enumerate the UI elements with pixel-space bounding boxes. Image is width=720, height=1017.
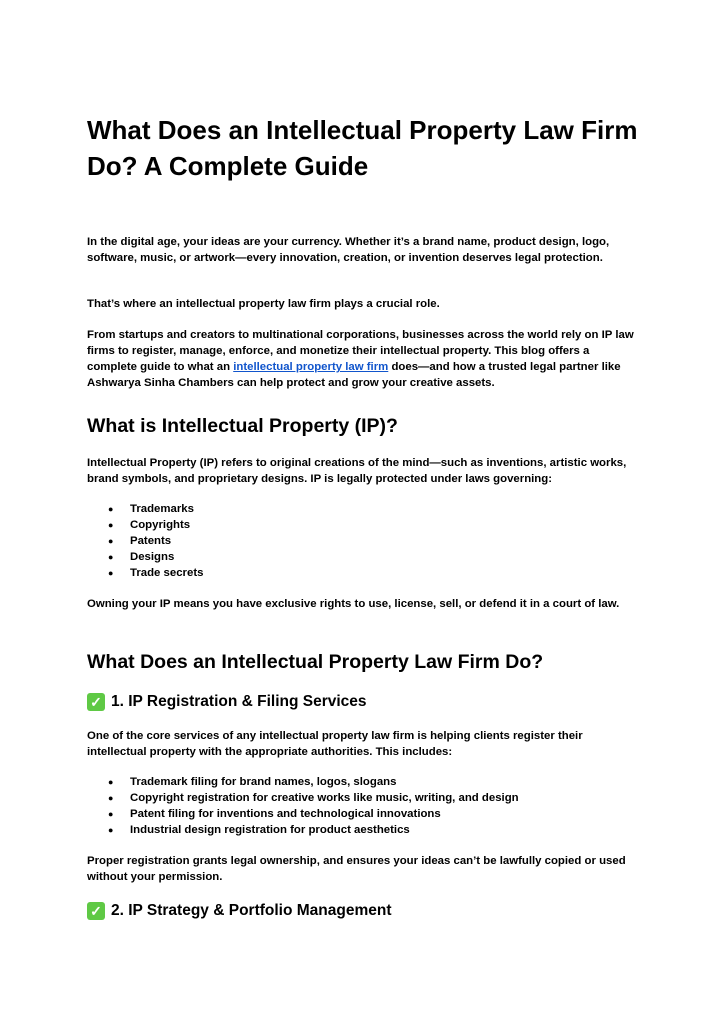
- list-item: ● Trade secrets: [87, 565, 203, 581]
- list-item: ● Copyrights: [87, 517, 203, 533]
- intro-paragraph-3-text-end: does—and how a trusted legal partner like Ashwarya Sinha Chambers can help protect and grow your creative assets.: [87, 361, 621, 389]
- section-heading-what-firm-does: What Does an Intellectual Property Law Firm Do?: [87, 651, 544, 673]
- registration-intro-paragraph: One of the core services of any intellectual property law firm is helping clients register their intellectual property with the appropriate authorities. This includes:: [87, 730, 583, 758]
- ip-law-firm-link[interactable]: intellectual property law firm: [233, 361, 389, 373]
- list-item: ● Designs: [87, 549, 203, 565]
- list-item: ● Industrial design registration for product aesthetics: [87, 822, 519, 838]
- subsection-heading-registration: [87, 691, 367, 713]
- ip-ownership-paragraph: Owning your IP means you have exclusive rights to use, license, sell, or defend it in a court of law.: [87, 598, 620, 610]
- registration-benefit-paragraph: Proper registration grants legal ownership, and ensures your ideas can’t be lawfully copied or used without your permission.: [87, 855, 626, 883]
- check-mark-icon: ✓: [87, 902, 105, 920]
- list-item: ● Trademarks: [87, 501, 203, 517]
- list-item: ● Patent filing for inventions and technological innovations: [87, 806, 519, 822]
- registration-services-list: [87, 774, 519, 838]
- intro-paragraph-2: That’s where an intellectual property law firm plays a crucial role.: [87, 298, 440, 310]
- intro-paragraph-3-text-start: From startups and creators to multinational corporations, businesses across the world rely on IP law firms to register, manage, enforce, and monetize their intellectual property. This blog offers a complete guide to what an: [87, 329, 634, 373]
- ip-types-list: [87, 501, 203, 581]
- check-mark-icon: ✓: [87, 693, 105, 711]
- intro-paragraph-3: [87, 327, 637, 391]
- page-title: What Does an Intellectual Property Law Firm Do? A Complete Guide: [87, 115, 638, 181]
- list-item: ● Copyright registration for creative works like music, writing, and design: [87, 790, 519, 806]
- ip-definition-paragraph: Intellectual Property (IP) refers to original creations of the mind—such as inventions, artistic works, brand symbols, and proprietary designs. IP is legally protected under laws governing:: [87, 457, 627, 485]
- list-item: ● Patents: [87, 533, 203, 549]
- subsection-heading-strategy: [87, 900, 392, 922]
- list-item: ● Trademark filing for brand names, logos, slogans: [87, 774, 519, 790]
- section-heading-what-is-ip: What is Intellectual Property (IP)?: [87, 415, 398, 437]
- intro-paragraph-1: In the digital age, your ideas are your currency. Whether it’s a brand name, product design, logo, software, music, or artwork—every innovation, creation, or invention deserves legal protection.: [87, 236, 610, 264]
- subsection-heading-strategy-label: 2. IP Strategy & Portfolio Management: [111, 902, 392, 919]
- subsection-heading-registration-label: 1. IP Registration & Filing Services: [111, 693, 367, 710]
